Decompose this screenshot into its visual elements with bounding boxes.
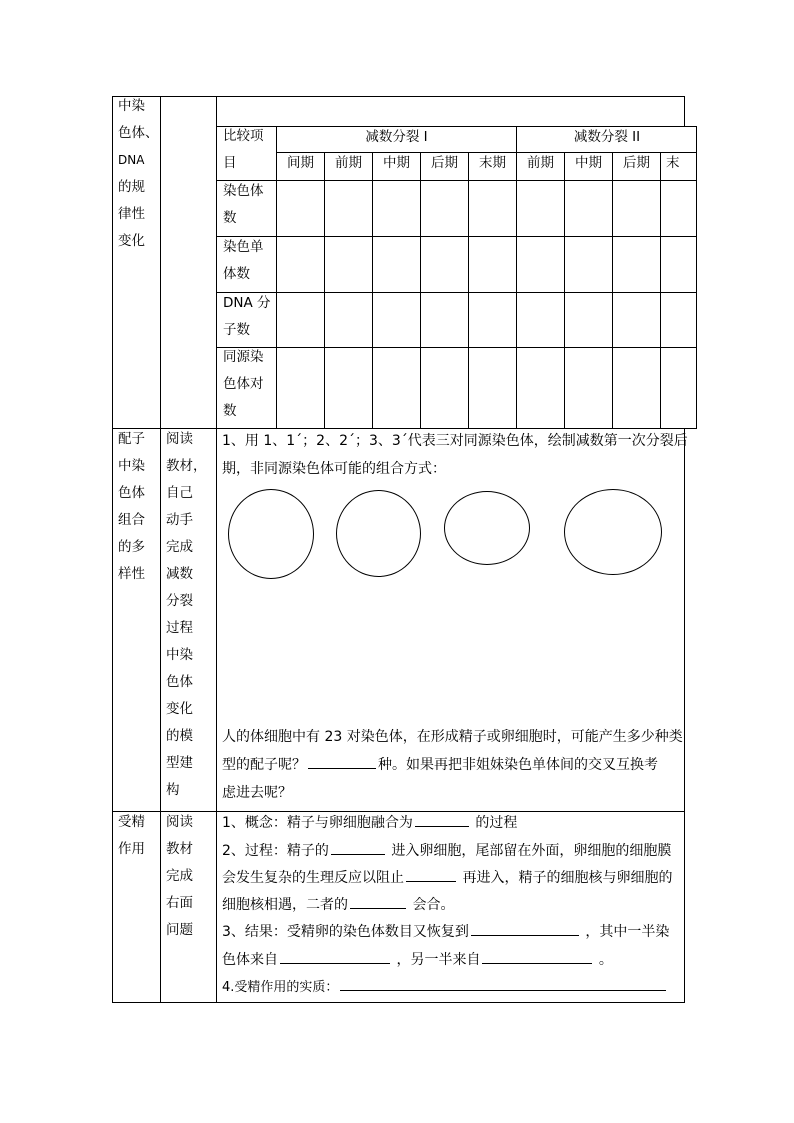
meiosis-2-header: 减数分裂 II: [573, 129, 641, 145]
question-1-line2: 期，非同源染色体可能的组合方式：: [222, 461, 446, 477]
fertilization-line7: 4.受精作用的实质：: [222, 973, 668, 1002]
phase-cell: 前期: [335, 155, 362, 171]
phase-cell: 间期: [287, 155, 314, 171]
compare-item-header: 比较项 目: [223, 128, 264, 171]
fertilization-line1: 1、概念：精子与卵细胞融合为 的过程: [222, 809, 517, 837]
sperm-part-blank[interactable]: [331, 839, 385, 855]
restore-blank[interactable]: [471, 920, 579, 936]
question-2-line2: 型的配子呢？ 种。如果再把非姐妹染色单体间的交叉互换考: [222, 751, 658, 779]
concept-blank[interactable]: [415, 811, 469, 827]
drawing-circle-1[interactable]: [228, 489, 314, 579]
section2-label: 配子 中染 色体 组合 的多 样性: [118, 431, 145, 582]
fertilization-line5: 3、结果：受精卵的染色体数目又恢复到 ，其中一半染: [222, 918, 669, 946]
phase-cell: 前期: [527, 155, 554, 171]
drawing-circle-4[interactable]: [564, 489, 662, 575]
fertilization-line2: 2、过程：精子的 进入卵细胞，尾部留在外面，卵细胞的细胞膜: [222, 837, 671, 865]
phase-cell: 中期: [383, 155, 410, 171]
phase-cell: 末: [666, 155, 680, 171]
drawing-circle-2[interactable]: [336, 490, 421, 577]
essence-blank[interactable]: [340, 975, 666, 991]
fertilization-line4: 细胞核相遇，二者的 会合。: [222, 891, 454, 919]
question-2-line3: 虑进去呢？: [222, 785, 292, 801]
gamete-count-blank[interactable]: [308, 753, 376, 769]
row-label-homologous: 同源染 色体对 数: [223, 349, 264, 419]
phase-cell: 后期: [623, 155, 650, 171]
phase-cell: 末期: [479, 155, 506, 171]
merge-blank[interactable]: [350, 893, 406, 909]
fertilization-line3: 会发生复杂的生理反应以阻止 再进入，精子的细胞核与卵细胞的: [222, 864, 672, 892]
block-blank[interactable]: [406, 866, 456, 882]
section3-label: 受精 作用: [118, 814, 145, 857]
row-label-chromatid: 染色单 体数: [223, 239, 264, 282]
row-label-chromosome: 染色体 数: [223, 183, 264, 226]
section1-label: 中染 色体、 DNA 的规 律性 变化: [118, 98, 159, 249]
question-2-line1: 人的体细胞中有 23 对染色体，在形成精子或卵细胞时，可能产生多少种类: [222, 729, 683, 745]
source-2-blank[interactable]: [482, 948, 592, 964]
meiosis-1-header: 减数分裂 I: [365, 129, 428, 145]
drawing-circle-3[interactable]: [444, 491, 530, 565]
source-1-blank[interactable]: [280, 948, 390, 964]
fertilization-line6: 色体来自 ，另一半来自 。: [222, 946, 613, 974]
section3-method: 阅读 教材 完成 右面 问题: [166, 814, 193, 938]
phase-cell: 中期: [575, 155, 602, 171]
phase-cell: 后期: [431, 155, 458, 171]
section2-method: 阅读 教材， 自己 动手 完成 减数 分裂 过程 中染 色体 变化 的模 型建 构: [166, 431, 207, 798]
row-label-dna: DNA 分 子数: [223, 295, 271, 338]
question-1-line1: 1、用 1、1´；2、2´；3、3´代表三对同源染色体，绘制减数第一次分裂后: [222, 433, 688, 449]
